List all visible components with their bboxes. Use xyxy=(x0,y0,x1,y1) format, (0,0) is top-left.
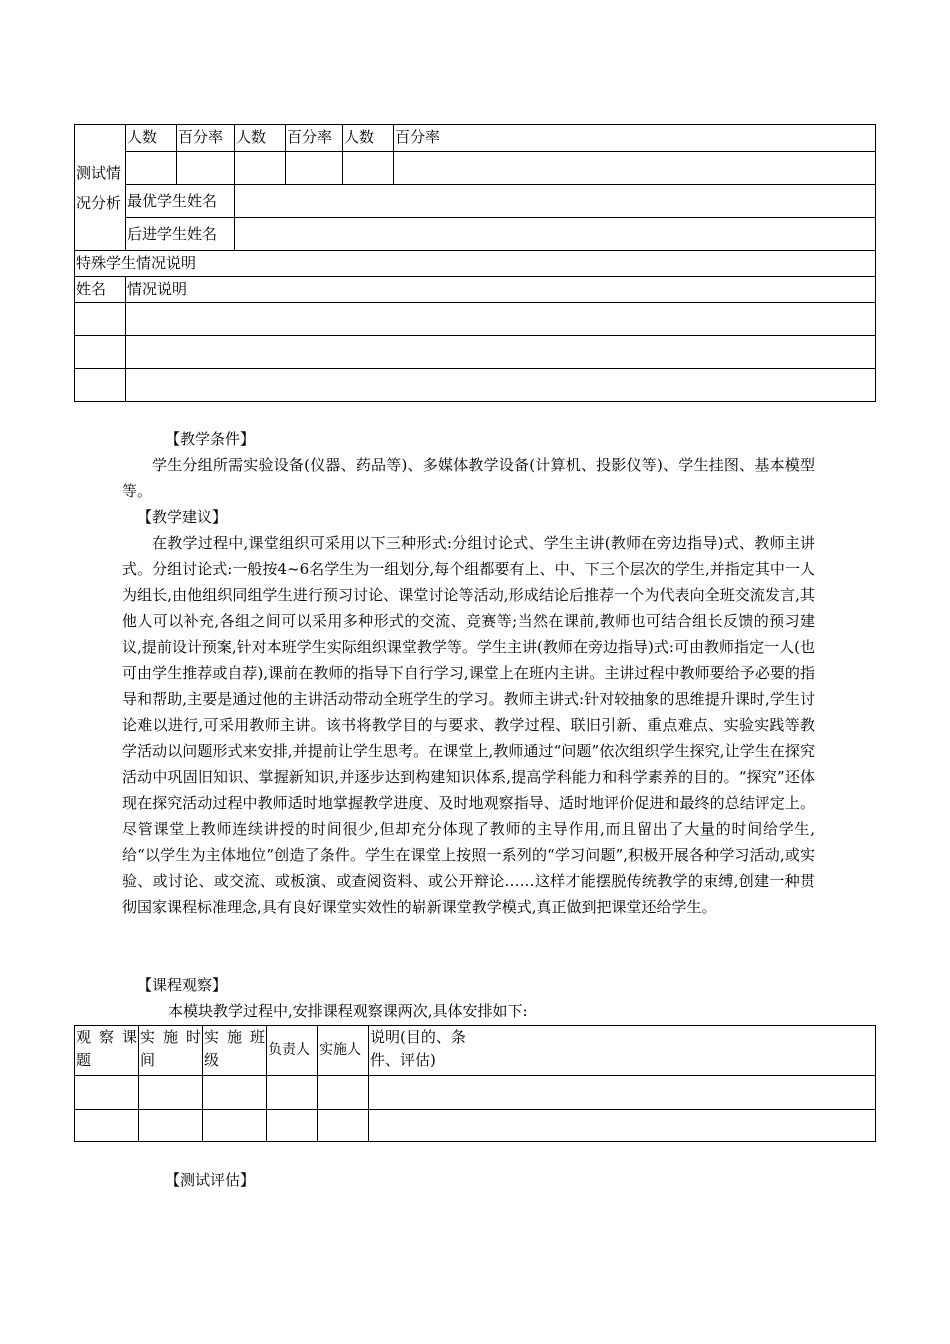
observation-intro: 本模块教学过程中,安排课程观察课两次,具体安排如下: xyxy=(168,1002,528,1020)
worst-student-value xyxy=(235,218,876,251)
worst-student-label: 后进学生姓名 xyxy=(126,218,235,251)
cell-empty xyxy=(126,152,177,185)
suggestions-heading: 【教学建议】 xyxy=(137,508,228,526)
cell-empty xyxy=(318,1110,369,1142)
header-count-1: 人数 xyxy=(126,125,177,152)
cell-empty xyxy=(75,336,126,369)
header-responsible: 负责人 xyxy=(267,1026,318,1076)
description-header: 情况说明 xyxy=(126,277,876,303)
conditions-text: 学生分组所需实验设备(仪器、药品等)、多媒体教学设备(计算机、投影仪等)、学生挂图、基本模型等。 xyxy=(122,456,815,500)
cell-empty xyxy=(318,1076,369,1110)
cell-empty xyxy=(267,1110,318,1142)
header-implementer: 实施人 xyxy=(318,1026,369,1076)
cell-empty xyxy=(126,369,876,402)
header-percent-1: 百分率 xyxy=(177,125,235,152)
header-percent-2: 百分率 xyxy=(286,125,343,152)
cell-empty xyxy=(394,152,876,185)
header-description: 说明(目的、条件、评估) xyxy=(369,1026,876,1076)
cell-empty xyxy=(139,1110,203,1142)
header-class: 实 施 班级 xyxy=(203,1026,267,1076)
header-time: 实 施 时间 xyxy=(139,1026,203,1076)
header-percent-3: 百分率 xyxy=(394,125,876,152)
cell-empty xyxy=(177,152,235,185)
header-count-3: 人数 xyxy=(343,125,394,152)
header-topic: 观 察 课题 xyxy=(75,1026,139,1076)
cell-empty xyxy=(75,1076,139,1110)
cell-empty xyxy=(235,152,286,185)
cell-empty xyxy=(267,1076,318,1110)
assessment-heading: 【测试评估】 xyxy=(165,1171,256,1189)
observation-heading: 【课程观察】 xyxy=(137,976,228,994)
best-student-label: 最优学生姓名 xyxy=(126,185,235,218)
header-count-2: 人数 xyxy=(235,125,286,152)
cell-empty xyxy=(75,303,126,336)
test-analysis-label: 测试情况分析 xyxy=(75,125,126,251)
best-student-value xyxy=(235,185,876,218)
test-analysis-table xyxy=(74,124,876,402)
cell-empty xyxy=(75,1110,139,1142)
cell-empty xyxy=(203,1110,267,1142)
cell-empty xyxy=(126,303,876,336)
cell-empty xyxy=(369,1076,876,1110)
cell-empty xyxy=(203,1076,267,1110)
cell-empty xyxy=(126,336,876,369)
cell-empty xyxy=(286,152,343,185)
cell-empty xyxy=(139,1076,203,1110)
cell-empty xyxy=(75,369,126,402)
special-students-title: 特殊学生情况说明 xyxy=(75,251,876,277)
cell-empty xyxy=(369,1110,876,1142)
observation-table xyxy=(74,1025,876,1142)
suggestions-text: 在教学过程中,课堂组织可采用以下三种形式:分组讨论式、学生主讲(教师在旁边指导)式、教师主讲式。分组讨论式:一般按4~6名学生为一组划分,每个组都要有上、中、下三个层次的学生,并指定其中一人为组长,由他组织同组学生进行预习讨论、课堂讨论等活动,形成结论后推荐一个为代表向全班交流发言,其他人可以补充,各组之间可以采用多种形式的交流、竞赛等;当然在课前,教师也可结合组长反馈的预习建议,提前设计预案,针对本班学生实际组织课堂教学等。学生主讲(教师在旁边指导)式:可由教师指定一人(也可由学生推荐或自荐),课前在教师的指导下自行学习,课堂上在班内主讲。主讲过程中教师要给予必要的指导和帮助,主要是通过他的主讲活动带动全班学生的学习。教师主讲式:针对较抽象的思维提升课时,学生讨论难以进行,可采用教师主讲。该书将教学目的与要求、教学过程、联旧引新、重点难点、实验实践等教学活动以问题形式来安排,并提前让学生思考。在课堂上,教师通过“问题”依次组织学生探究,让学生在探究活动中巩固旧知识、掌握新知识,并逐步达到构建知识体系,提高学科能力和科学素养的目的。“探究”还体现在探究活动过程中教师适时地掌握教学进度、及时地观察指导、适时地评价促进和最终的总结评定上。尽管课堂上教师连续讲授的时间很少,但却充分体现了教师的主导作用,而且留出了大量的时间给学生,给“以学生为主体地位”创造了条件。学生在课堂上按照一系列的“学习问题”,积极开展各种学习活动,或实验、或讨论、或交流、或板演、或查阅资料、或公开辩论……这样才能摆脱传统教学的束缚,创建一种贯彻国家课程标准理念,具有良好课堂实效性的崭新课堂教学模式,真正做到把课堂还给学生。 xyxy=(122,534,815,916)
conditions-heading: 【教学条件】 xyxy=(165,430,256,448)
name-header: 姓名 xyxy=(75,277,126,303)
cell-empty xyxy=(343,152,394,185)
